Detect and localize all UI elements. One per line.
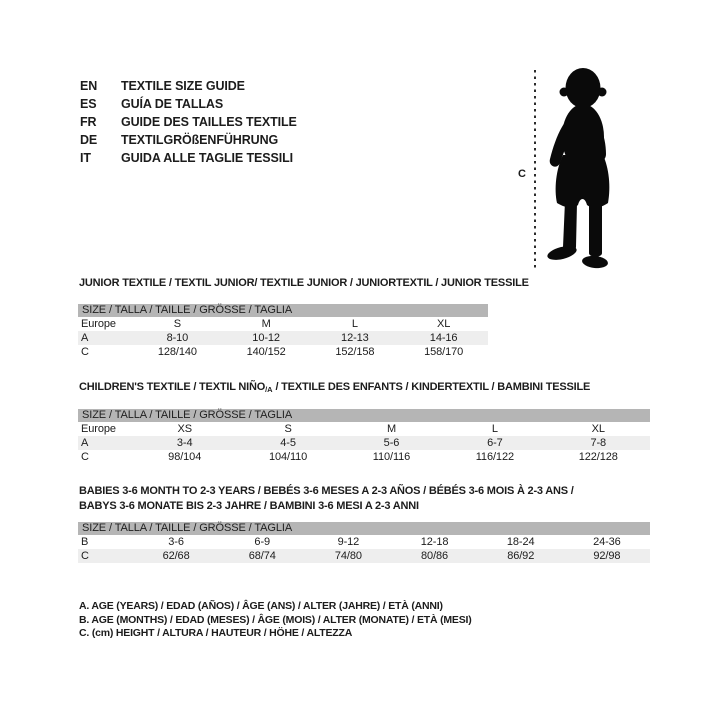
size-cell: XL bbox=[591, 423, 605, 435]
table-title-segment: CHILDREN'S TEXTILE / TEXTIL NIÑO bbox=[79, 381, 266, 393]
row-label: A bbox=[78, 331, 133, 345]
size-cell: 128/140 bbox=[157, 346, 197, 358]
language-label: GUIDA ALLE TAGLIE TESSILI bbox=[121, 151, 294, 165]
size-cell: 14-16 bbox=[399, 331, 488, 345]
size-cell: M bbox=[261, 318, 271, 330]
babies-table-title bbox=[79, 484, 574, 514]
table-row bbox=[78, 422, 650, 436]
size-cell: 92/98 bbox=[564, 549, 650, 563]
table-row bbox=[78, 549, 650, 563]
table-row bbox=[78, 450, 650, 464]
size-cell: 116/122 bbox=[475, 451, 514, 463]
size-cell: 110/116 bbox=[372, 451, 411, 463]
language-label: TEXTILGRÖßENFÜHRUNG bbox=[121, 133, 279, 147]
children-size-table bbox=[78, 409, 650, 464]
row-label: C bbox=[81, 451, 89, 463]
table-row bbox=[78, 436, 650, 450]
size-cell: 98/104 bbox=[168, 451, 202, 463]
table-title-segment: / TEXTILE DES ENFANTS / KINDERTEXTIL / BAMBINI TESSILE bbox=[272, 381, 591, 393]
language-row bbox=[80, 95, 297, 113]
footnote-line: B. AGE (MONTHS) / EDAD (MESES) / ÂGE (MOIS) / ALTER (MONATE) / ETÀ (MESI) bbox=[79, 613, 472, 626]
size-cell: 140/152 bbox=[246, 346, 286, 358]
size-cell: 9-12 bbox=[337, 536, 360, 548]
language-code: DE bbox=[80, 133, 98, 147]
size-cell: 74/80 bbox=[305, 549, 391, 563]
table-title-segment: BABIES 3-6 MONTH TO 2-3 YEARS / BEBÉS 3-6 MESES A 2-3 AÑOS / BÉBÉS 3-6 MOIS À 2-3 ANS / bbox=[79, 485, 574, 497]
footnotes bbox=[79, 600, 472, 641]
row-label: C bbox=[81, 346, 89, 358]
size-cell: 3-6 bbox=[168, 536, 184, 548]
language-list bbox=[80, 77, 297, 167]
language-label: GUIDE DES TAILLES TEXTILE bbox=[121, 115, 297, 129]
language-row bbox=[80, 131, 297, 149]
junior-size-table bbox=[78, 304, 488, 359]
toddler-silhouette-icon bbox=[539, 65, 629, 273]
size-cell: 18-24 bbox=[506, 536, 535, 548]
footnote-line: C. (cm) HEIGHT / ALTURA / HAUTEUR / HÖHE / ALTEZZA bbox=[79, 627, 353, 639]
language-code: EN bbox=[80, 79, 98, 93]
size-cell: 86/92 bbox=[478, 549, 564, 563]
size-cell: 68/74 bbox=[219, 549, 305, 563]
size-cell: 12-13 bbox=[311, 331, 400, 345]
size-cell: 3-4 bbox=[133, 436, 236, 450]
size-cell: 80/86 bbox=[391, 549, 477, 563]
height-measure-line bbox=[534, 70, 536, 270]
size-cell: 62/68 bbox=[133, 549, 219, 563]
height-measure-label: C bbox=[518, 168, 526, 180]
row-label: B bbox=[81, 536, 89, 548]
size-cell: 10-12 bbox=[222, 331, 311, 345]
language-row bbox=[80, 113, 297, 131]
table-row bbox=[78, 331, 488, 345]
size-cell: 7-8 bbox=[547, 436, 650, 450]
footnote-line: A. AGE (YEARS) / EDAD (AÑOS) / ÂGE (ANS) / ALTER (JAHRE) / ETÀ (ANNI) bbox=[79, 600, 443, 612]
row-label: C bbox=[78, 549, 133, 563]
junior-table-title bbox=[79, 276, 529, 291]
size-cell: 12-18 bbox=[420, 536, 449, 548]
language-code: ES bbox=[80, 97, 97, 111]
size-cell: 24-36 bbox=[593, 536, 621, 548]
size-cell: 104/110 bbox=[268, 451, 308, 463]
size-header-band: SIZE / TALLA / TAILLE / GRÖSSE / TAGLIA bbox=[78, 522, 650, 535]
child-figure bbox=[500, 55, 660, 285]
table-row bbox=[78, 345, 488, 359]
row-label: Europe bbox=[81, 423, 116, 435]
size-cell: XL bbox=[436, 318, 451, 330]
size-cell: S bbox=[173, 318, 181, 330]
size-header-row bbox=[78, 522, 650, 535]
size-cell: L bbox=[491, 423, 498, 435]
children-table-title bbox=[79, 380, 590, 397]
size-cell: 122/128 bbox=[578, 451, 618, 463]
table-row bbox=[78, 317, 488, 331]
table-title-segment: BABYS 3-6 MONATE BIS 2-3 JAHRE / BAMBINI 3-6 MESI A 2-3 ANNI bbox=[79, 500, 419, 512]
row-label: A bbox=[78, 436, 133, 450]
language-code: FR bbox=[80, 115, 97, 129]
size-cell: 8-10 bbox=[133, 331, 222, 345]
size-header-row bbox=[78, 304, 488, 317]
table-title-segment: /A bbox=[265, 385, 273, 394]
language-code: IT bbox=[80, 151, 91, 165]
row-label: Europe bbox=[81, 318, 116, 330]
table-row bbox=[78, 535, 650, 549]
language-row bbox=[80, 77, 297, 95]
size-cell: 6-9 bbox=[254, 536, 271, 548]
language-label: GUÍA DE TALLAS bbox=[121, 97, 224, 111]
size-header-row bbox=[78, 409, 650, 422]
size-header-band: SIZE / TALLA / TAILLE / GRÖSSE / TAGLIA bbox=[78, 409, 650, 422]
size-cell: 4-5 bbox=[236, 436, 339, 450]
size-cell: S bbox=[284, 423, 292, 435]
language-label: TEXTILE SIZE GUIDE bbox=[121, 79, 245, 93]
size-cell: XS bbox=[177, 423, 192, 435]
language-row bbox=[80, 149, 297, 167]
size-cell: 152/158 bbox=[335, 346, 375, 358]
size-cell: 158/170 bbox=[424, 346, 464, 358]
size-cell: 5-6 bbox=[340, 436, 443, 450]
babies-size-table bbox=[78, 522, 650, 563]
size-cell: L bbox=[351, 318, 358, 330]
size-cell: M bbox=[386, 423, 397, 435]
size-header-band: SIZE / TALLA / TAILLE / GRÖSSE / TAGLIA bbox=[78, 304, 488, 317]
table-title-segment: JUNIOR TEXTILE / TEXTIL JUNIOR/ TEXTILE JUNIOR / JUNIORTEXTIL / JUNIOR TESSILE bbox=[79, 277, 529, 289]
size-cell: 6-7 bbox=[443, 436, 546, 450]
